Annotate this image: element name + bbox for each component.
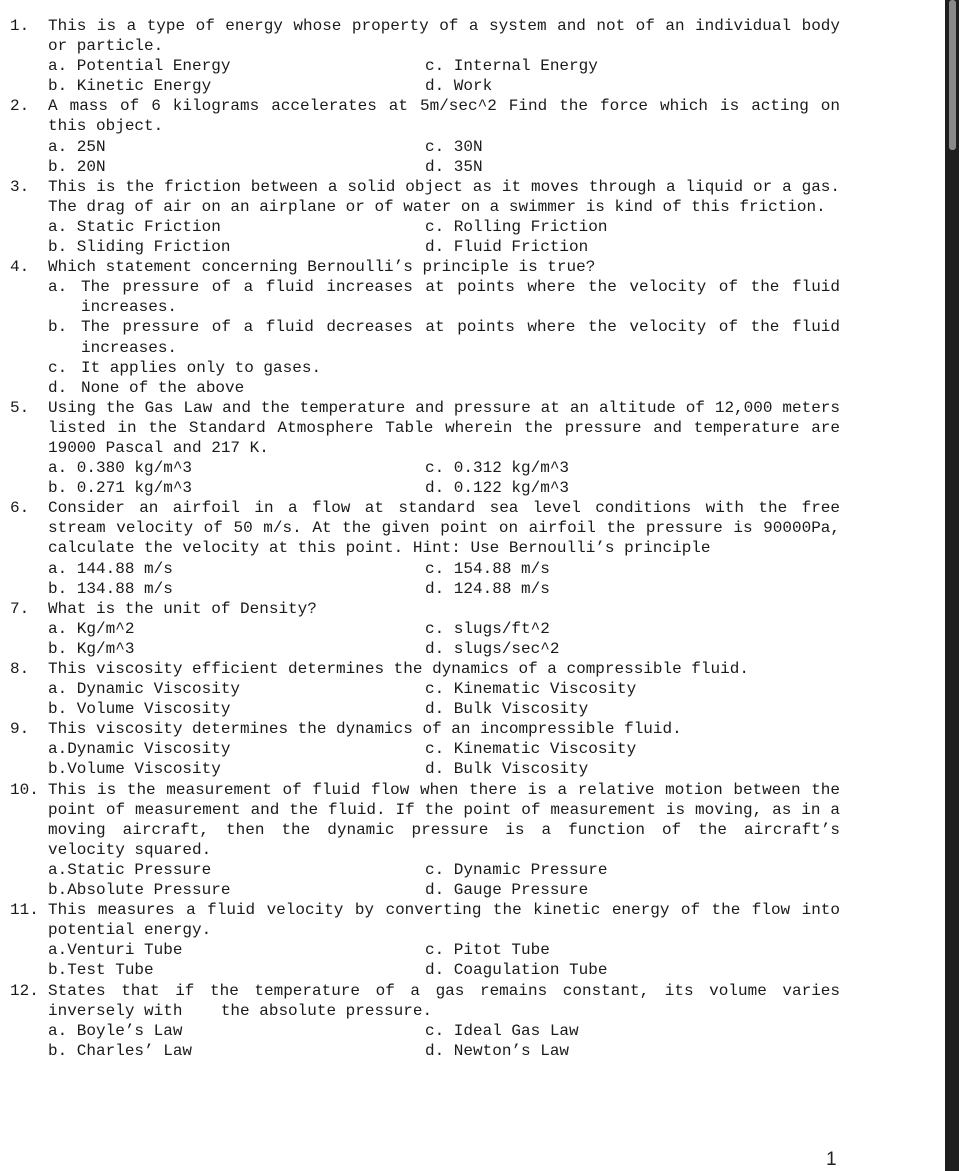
scrollbar-thumb[interactable] xyxy=(949,0,956,150)
question-text: Which statement concerning Bernoulli’s principle is true? xyxy=(48,258,596,277)
question-item xyxy=(10,16,940,96)
question-list xyxy=(10,16,940,1061)
option-letter: a. xyxy=(48,278,68,297)
option-letter: d. xyxy=(48,378,68,397)
question-number: 11. xyxy=(10,901,39,920)
answer-option: d. Work xyxy=(425,77,493,96)
answer-option xyxy=(48,317,840,357)
vertical-scrollbar[interactable] xyxy=(945,0,959,1171)
question-item xyxy=(10,659,940,719)
answer-option: c. Pitot Tube xyxy=(425,941,550,960)
answer-option: c. 154.88 m/s xyxy=(425,559,550,578)
answer-option: d. slugs/sec^2 xyxy=(425,639,560,658)
question-number: 3. xyxy=(10,177,30,196)
question-text: What is the unit of Density? xyxy=(48,599,317,618)
option-text: It applies only to gases. xyxy=(81,358,322,377)
question-item xyxy=(10,177,940,257)
answer-option xyxy=(48,358,840,378)
question-number: 12. xyxy=(10,981,39,1000)
question-text: This is a type of energy whose property of a system and not of an individual body or particle. xyxy=(48,17,840,56)
answer-option: a. Potential Energy xyxy=(48,57,231,76)
question-text: This viscosity efficient determines the dynamics of a compressible fluid. xyxy=(48,660,749,678)
answer-option xyxy=(48,378,840,398)
question-text: This is the friction between a solid object as it moves through a liquid or a gas. The drag of air on an airplane or of water on a swimmer is kind of this friction. xyxy=(48,177,840,216)
answer-option: d. Coagulation Tube xyxy=(425,961,608,980)
answer-option: b. 20N xyxy=(48,157,106,176)
answer-option: b. Charles’ Law xyxy=(48,1041,193,1060)
question-text: Consider an airfoil in a flow at standard sea level conditions with the free stream velocity of 50 m/s. At the given point on airfoil the pressure is 90000Pa, calculate the velocity at this point. Hint: Use Bernoulli’s principle xyxy=(48,499,840,558)
question-number: 9. xyxy=(10,720,30,739)
answer-option: c. Rolling Friction xyxy=(425,217,608,236)
question-number: 7. xyxy=(10,599,30,618)
answer-option: c. Dynamic Pressure xyxy=(425,860,608,879)
question-item xyxy=(10,257,940,398)
answer-option: a. 25N xyxy=(48,137,106,156)
answer-option: a. 144.88 m/s xyxy=(48,559,173,578)
answer-option xyxy=(48,277,840,317)
question-item xyxy=(10,498,940,598)
question-number: 8. xyxy=(10,660,30,678)
answer-option: b.Test Tube xyxy=(48,961,154,980)
question-item xyxy=(10,981,940,1061)
question-text: A mass of 6 kilograms accelerates at 5m/sec^2 Find the force which is acting on this object. xyxy=(48,97,840,136)
question-item xyxy=(10,398,940,498)
option-letter: b. xyxy=(48,318,68,337)
question-text: Using the Gas Law and the temperature and pressure at an altitude of 12,000 meters listed in the Standard Atmosphere Table wherein the pressure and temperature are 19000 Pascal and 217 K. xyxy=(48,398,840,457)
question-item xyxy=(10,900,940,980)
question-text: This viscosity determines the dynamics of an incompressible fluid. xyxy=(48,720,682,739)
question-text: This measures a fluid velocity by converting the kinetic energy of the flow into potential energy. xyxy=(48,901,840,940)
answer-option: c. 30N xyxy=(425,137,483,156)
question-item xyxy=(10,719,940,779)
answer-option: d. 124.88 m/s xyxy=(425,579,550,598)
page-number: 1 xyxy=(826,1149,837,1170)
question-number: 5. xyxy=(10,398,30,417)
answer-option: a. Dynamic Viscosity xyxy=(48,680,241,699)
answer-option: a. Boyle’s Law xyxy=(48,1021,183,1040)
option-text: The pressure of a fluid increases at points where the velocity of the fluid increases. xyxy=(81,278,840,317)
answer-option: b. Kinetic Energy xyxy=(48,77,212,96)
answer-option: b. Kg/m^3 xyxy=(48,639,135,658)
option-letter: c. xyxy=(48,358,68,377)
option-text: The pressure of a fluid decreases at points where the velocity of the fluid increases. xyxy=(81,318,840,357)
question-item xyxy=(10,599,940,659)
answer-option: b. 0.271 kg/m^3 xyxy=(48,479,193,498)
answer-option: c. Ideal Gas Law xyxy=(425,1021,579,1040)
answer-option: a. 0.380 kg/m^3 xyxy=(48,459,193,478)
question-text: States that if the temperature of a gas remains constant, its volume varies inversely with the absolute pressure. xyxy=(48,981,850,1020)
question-number: 1. xyxy=(10,17,30,35)
answer-option: c. 0.312 kg/m^3 xyxy=(425,459,570,478)
question-number: 2. xyxy=(10,97,30,116)
answer-option: c. Internal Energy xyxy=(425,57,598,76)
answer-option: b.Absolute Pressure xyxy=(48,881,231,900)
answer-option: d. 35N xyxy=(425,157,483,176)
answer-option: d. Newton’s Law xyxy=(425,1041,570,1060)
answer-option: a.Static Pressure xyxy=(48,860,212,879)
question-text: This is the measurement of fluid flow when there is a relative motion between the point of measurement and the fluid. If the point of measurement is moving, as in a moving aircraft, then the dynamic pressure is a function of the aircraft’s velocity squared. xyxy=(48,780,840,859)
answer-option: d. 0.122 kg/m^3 xyxy=(425,479,570,498)
question-number: 10. xyxy=(10,780,39,799)
question-number: 4. xyxy=(10,258,30,277)
answer-option: d. Fluid Friction xyxy=(425,238,589,257)
answer-option: d. Bulk Viscosity xyxy=(425,760,589,779)
answer-option: c. Kinematic Viscosity xyxy=(425,680,637,699)
answer-option: d. Gauge Pressure xyxy=(425,881,589,900)
answer-option: c. slugs/ft^2 xyxy=(425,619,550,638)
question-item xyxy=(10,780,940,901)
answer-option: a.Dynamic Viscosity xyxy=(48,740,231,759)
answer-option: d. Bulk Viscosity xyxy=(425,700,589,719)
answer-option: a. Static Friction xyxy=(48,217,221,236)
option-text: None of the above xyxy=(81,378,245,397)
answer-option: b. 134.88 m/s xyxy=(48,579,173,598)
answer-option: b. Volume Viscosity xyxy=(48,700,231,719)
answer-option: b. Sliding Friction xyxy=(48,238,231,257)
answer-option: a.Venturi Tube xyxy=(48,941,183,960)
answer-option: a. Kg/m^2 xyxy=(48,619,135,638)
question-number: 6. xyxy=(10,499,30,518)
question-item xyxy=(10,96,940,176)
answer-option: c. Kinematic Viscosity xyxy=(425,740,637,759)
answer-option: b.Volume Viscosity xyxy=(48,760,221,779)
